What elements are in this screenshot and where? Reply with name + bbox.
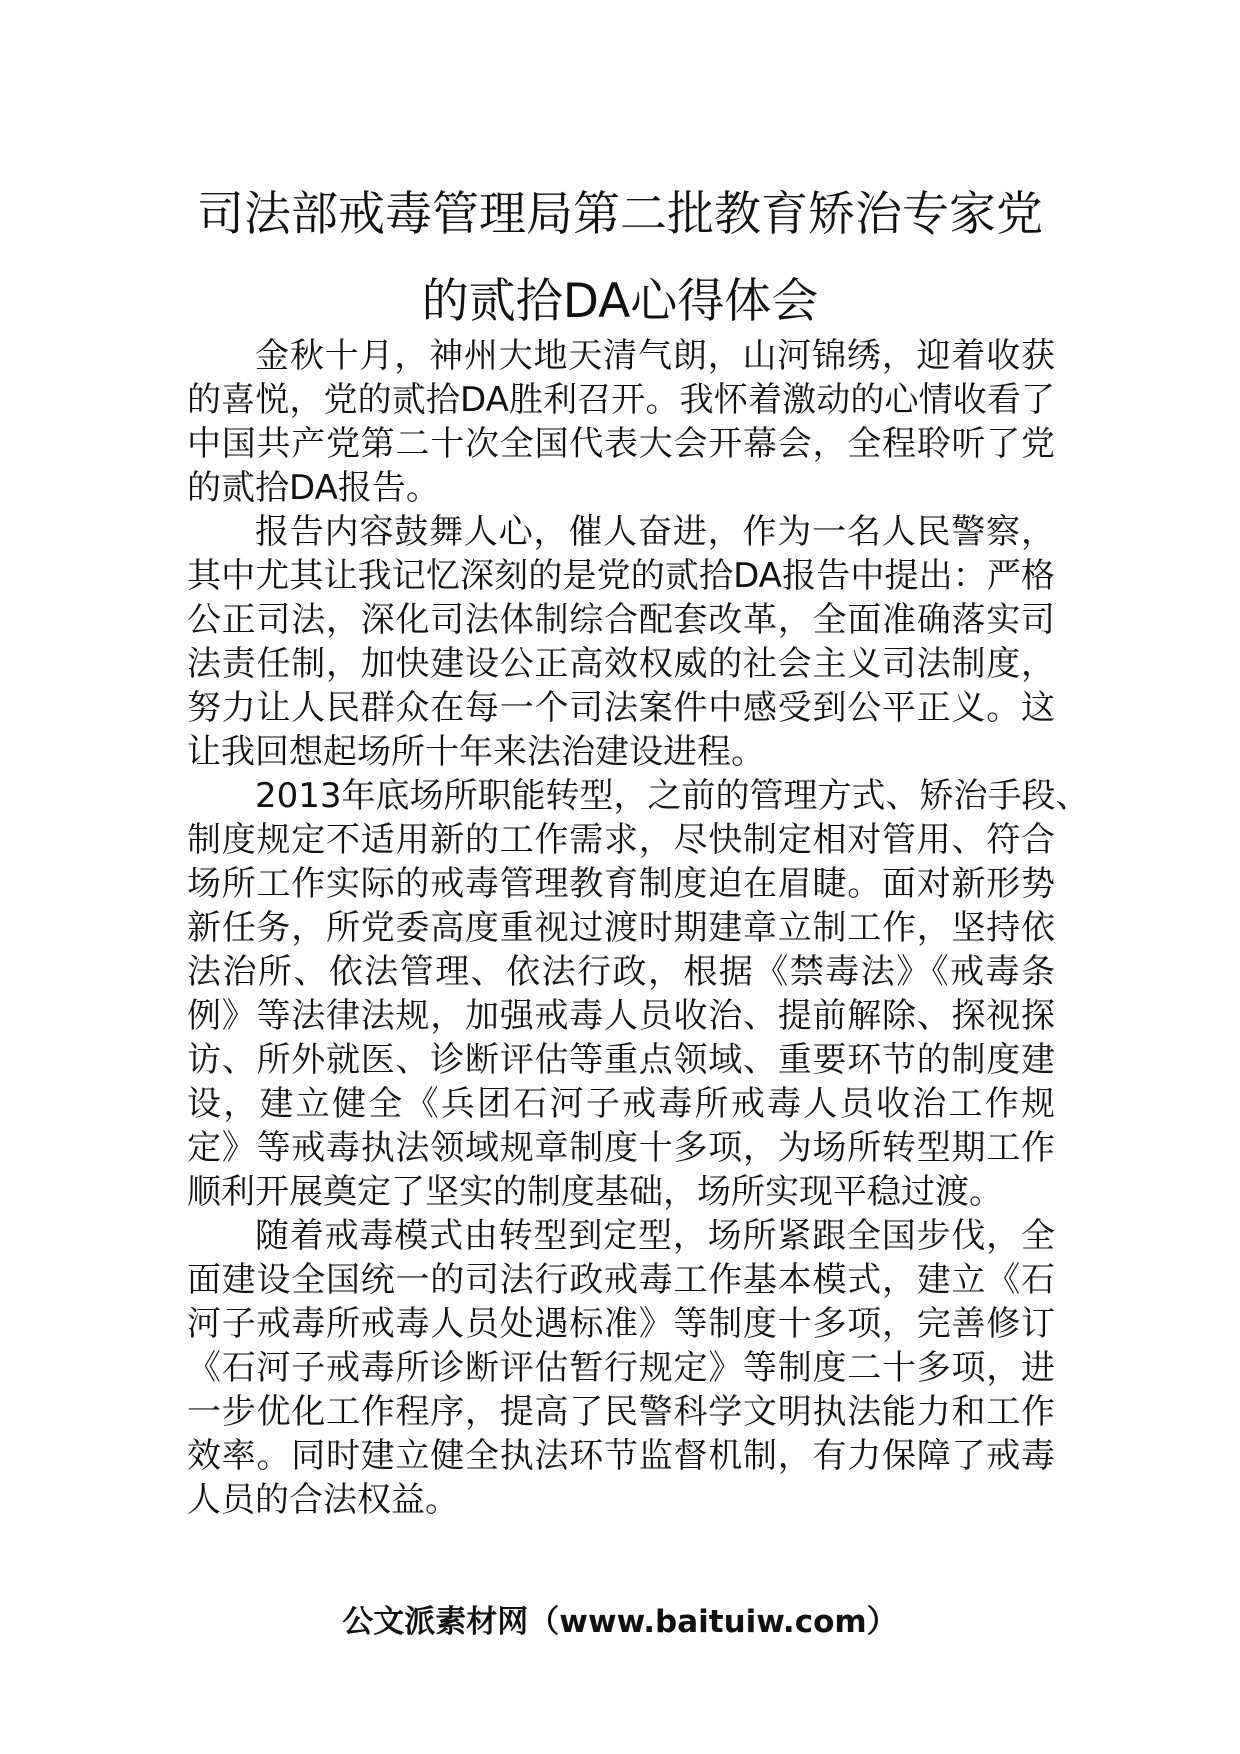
paragraph-2-line-2: 其中尤其让我记忆深刻的是党的贰拾DA报告中提出：严格 [187,556,1055,596]
paragraph-2-line-4: 法责任制，加快建设公正高效权威的社会主义司法制度， [187,644,1055,684]
paragraph-3-line-5: 法治所、依法管理、依法行政，根据《禁毒法》《戒毒条 [187,952,1055,992]
paragraph-2-line-3: 公正司法，深化司法体制综合配套改革，全面准确落实司 [187,600,1055,640]
paragraph-3-line-8: 设，建立健全《兵团石河子戒毒所戒毒人员收治工作规 [187,1084,1055,1124]
paragraph-3-line-3: 场所工作实际的戒毒管理教育制度迫在眉睫。面对新形势 [187,864,1055,904]
paragraph-1-line-3: 中国共产党第二十次全国代表大会开幕会，全程聆听了党 [187,424,1055,464]
paragraph-4-line-4: 《石河子戒毒所诊断评估暂行规定》等制度二十多项，进 [187,1348,1055,1388]
paragraph-3-line-1: 2013年底场所职能转型，之前的管理方式、矫治手段、 [255,776,1090,816]
paragraph-4-line-6: 效率。同时建立健全执法环节监督机制，有力保障了戒毒 [187,1436,1055,1476]
paragraph-4-line-3: 河子戒毒所戒毒人员处遇标准》等制度十多项，完善修订 [187,1304,1055,1344]
paragraph-3-line-6: 例》等法律法规，加强戒毒人员收治、提前解除、探视探 [187,996,1055,1036]
paragraph-4-line-1: 随着戒毒模式由转型到定型，场所紧跟全国步伐，全 [255,1216,1055,1256]
source-footer: 公文派素材网（www.baituiw.com） [342,1604,898,1640]
paragraph-4-line-5: 一步优化工作程序，提高了民警科学文明执法能力和工作 [187,1392,1055,1432]
paragraph-3-line-2: 制度规定不适用新的工作需求，尽快制定相对管用、符合 [187,820,1055,860]
paragraph-1-line-1: 金秋十月，神州大地天清气朗，山河锦绣，迎着收获 [255,336,1055,376]
paragraph-1-line-2: 的喜悦，党的贰拾DA胜利召开。我怀着激动的心情收看了 [187,380,1055,420]
paragraph-2-line-1: 报告内容鼓舞人心，催人奋进，作为一名人民警察， [255,512,1055,552]
paragraph-3-line-9: 定》等戒毒执法领域规章制度十多项，为场所转型期工作 [187,1128,1055,1168]
paragraph-4-line-2: 面建设全国统一的司法行政戒毒工作基本模式，建立《石 [187,1260,1055,1300]
paragraph-4-line-7: 人员的合法权益。 [187,1480,459,1520]
paragraph-3-line-4: 新任务，所党委高度重视过渡时期建章立制工作，坚持依 [187,908,1055,948]
document-title-line-2: 的贰拾DA心得体会 [421,274,819,329]
paragraph-2-line-5: 努力让人民群众在每一个司法案件中感受到公平正义。这 [187,688,1055,728]
paragraph-3-line-7: 访、所外就医、诊断评估等重点领域、重要环节的制度建 [187,1040,1055,1080]
paragraph-3-line-10: 顺利开展奠定了坚实的制度基础，场所实现平稳过渡。 [187,1172,1003,1212]
paragraph-2-line-6: 让我回想起场所十年来法治建设进程。 [187,732,765,772]
document-title-line-1: 司法部戒毒管理局第二批教育矫治专家党 [197,187,1043,242]
paragraph-1-line-4: 的贰拾DA报告。 [187,468,440,508]
